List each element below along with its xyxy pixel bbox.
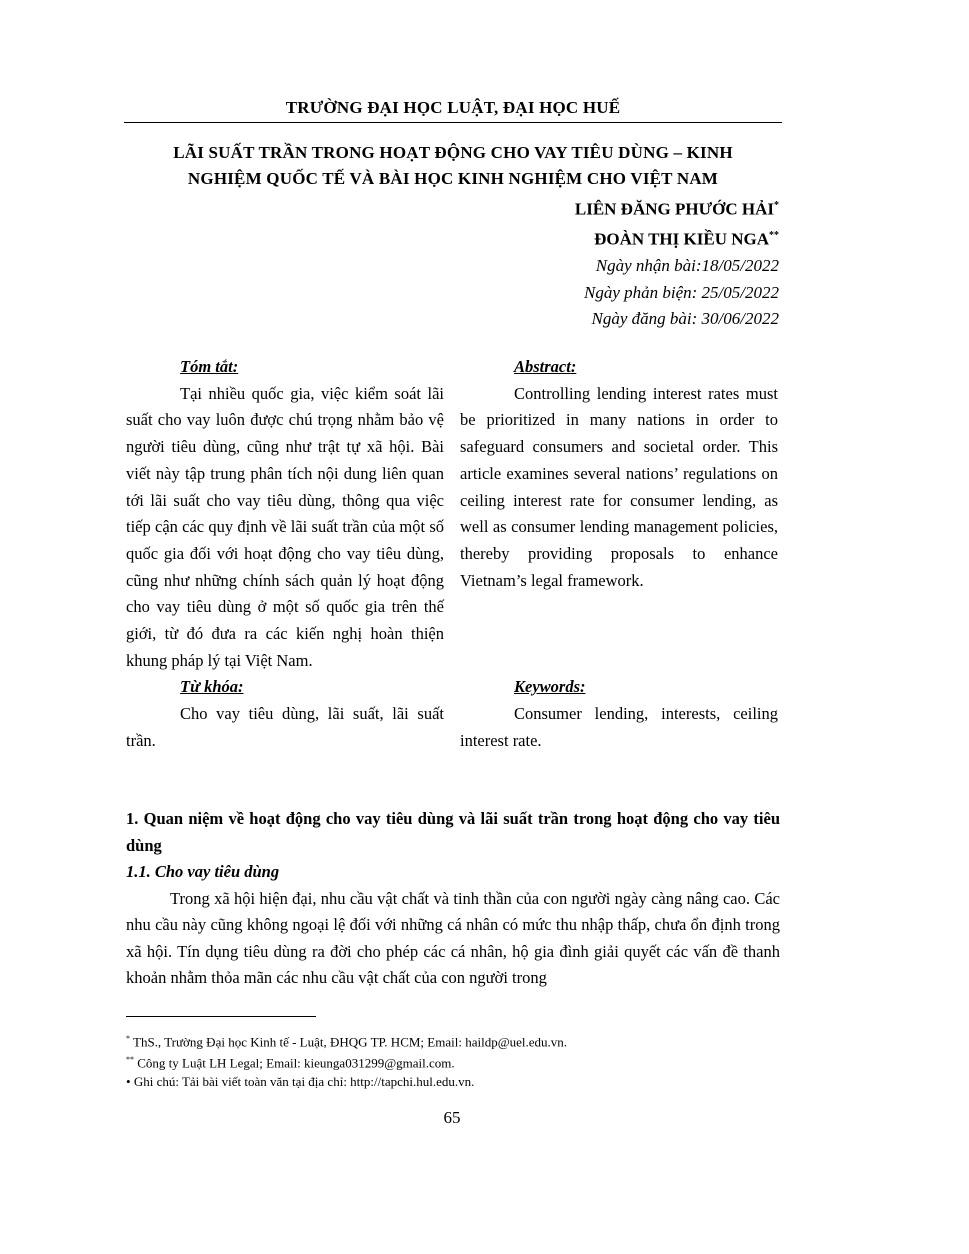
- journal-header: TRƯỜNG ĐẠI HỌC LUẬT, ĐẠI HỌC HUẾ: [124, 98, 782, 123]
- section-1-1-heading: 1.1. Cho vay tiêu dùng: [126, 862, 280, 881]
- author-2-name: ĐOÀN THỊ KIỀU NGA: [594, 229, 769, 249]
- summary-vi: [126, 354, 444, 755]
- title-line-1: LÃI SUẤT TRẦN TRONG HOẠT ĐỘNG CHO VAY TIÊU DÙNG – KINH: [173, 143, 733, 162]
- date-published: Ngày đăng bài: 30/06/2022: [591, 309, 779, 329]
- footnote-2: ** Công ty Luật LH Legal; Email: kieunga031299@gmail.com.: [126, 1055, 455, 1071]
- article-body: [126, 806, 780, 992]
- author-1-mark: *: [774, 200, 779, 211]
- footnote-1: * ThS., Trường Đại học Kinh tế - Luật, ĐHQG TP. HCM; Email: haildp@uel.edu.vn.: [126, 1034, 568, 1050]
- footnotes: [126, 1030, 786, 1091]
- footnote-3: • Ghi chú: Tải bài viết toàn văn tại địa chỉ: http://tapchi.hul.edu.vn.: [126, 1073, 475, 1089]
- abstract-spacer: [460, 594, 778, 674]
- page-number: 65: [443, 1108, 461, 1127]
- author-2-mark: **: [769, 230, 779, 242]
- footnote-divider: [126, 1016, 316, 1017]
- summary-en: [460, 354, 778, 754]
- keywords-vi-heading: Từ khóa:: [180, 677, 244, 697]
- date-reviewed: Ngày phản biện: 25/05/2022: [583, 282, 779, 302]
- title-line-2: NGHIỆM QUỐC TẾ VÀ BÀI HỌC KINH NGHIỆM CHO VIỆT NAM: [187, 169, 719, 188]
- author-date-block: [575, 193, 779, 333]
- body-paragraph: Trong xã hội hiện đại, nhu cầu vật chất và tinh thần của con người ngày càng nâng cao. Các nhu cầu này cũng không ngoại lệ đối với những cá nhân có mức thu nhập thấp, chưa ổn định trong xã hội. Tín dụng tiêu dùng ra đời cho phép các cá nhân, hộ gia đình giải quyết các vấn đề thanh khoản nhằm thỏa mãn các nhu cầu vật chất của con người trong: [126, 888, 780, 987]
- abstract-text: Controlling lending interest rates must be prioritized in many nations in order to safeguard consumers and societal order. This article examines several nations’ regulations on ceiling interest rate for consumer lending, as well as consumer lending management policies, thereby providing proposals to enhance Vietnam’s legal framework.: [460, 383, 778, 590]
- section-1-heading: 1. Quan niệm về hoạt động cho vay tiêu dùng và lãi suất trần trong hoạt động cho vay tiêu dùng: [126, 809, 780, 855]
- author-2: [575, 223, 779, 253]
- summary-vi-heading: Tóm tắt:: [180, 357, 239, 376]
- author-1-name: LIÊN ĐĂNG PHƯỚC HẢI: [574, 199, 774, 219]
- keywords-en: Consumer lending, interests, ceiling interest rate.: [460, 704, 778, 750]
- keywords-en-heading: Keywords:: [514, 677, 586, 697]
- author-1: [575, 193, 779, 223]
- date-received: Ngày nhận bài:18/05/2022: [595, 256, 779, 276]
- abstract-heading: Abstract:: [514, 357, 577, 376]
- keywords-vi: Cho vay tiêu dùng, lãi suất, lãi suất trần.: [126, 704, 444, 750]
- article-title: [124, 140, 782, 192]
- summary-vi-text: Tại nhiều quốc gia, việc kiểm soát lãi suất cho vay luôn được chú trọng nhằm bảo vệ người tiêu dùng, cũng như trật tự xã hội. Bài viết này tập trung phân tích nội dung liên quan tới lãi suất cho vay tiêu dùng, thông qua việc tiếp cận các quy định về lãi suất trần của một số quốc gia đối với hoạt động cho vay tiêu dùng, cũng như những chính sách quản lý hoạt động cho vay tiêu dùng ở một số quốc gia trên thế giới, từ đó đưa ra các kiến nghị hoàn thiện khung pháp lý tại Việt Nam.: [126, 383, 444, 670]
